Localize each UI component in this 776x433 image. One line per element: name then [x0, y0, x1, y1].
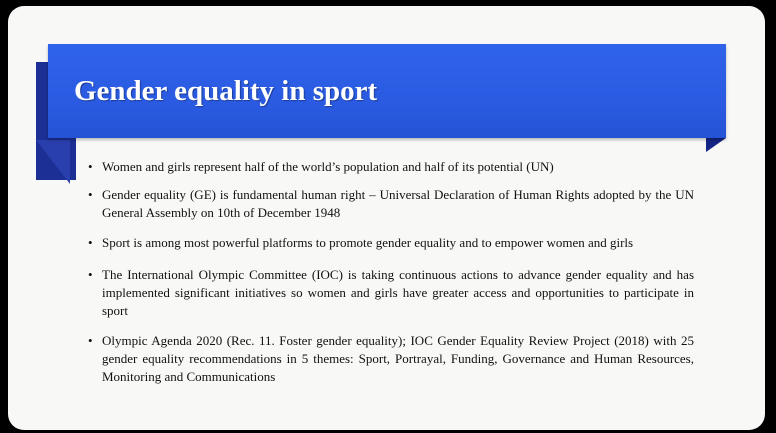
bullet-text: Gender equality (GE) is fundamental human right – Universal Declaration of Human Rights adopted by the UN General Assembly on 10th of December 1948: [102, 187, 694, 220]
bullet-text: Olympic Agenda 2020 (Rec. 11. Foster gender equality); IOC Gender Equality Review Project (2018) with 25 gender equality recommendations in 5 themes: Sport, Portrayal, Funding, Governance and Human Resources, Monitoring and Communications: [102, 333, 694, 384]
title-band-fold-left: [36, 140, 70, 184]
bullet-icon: •: [88, 333, 93, 348]
bullet-text: Sport is among most powerful platforms to promote gender equality and to empower women and girls: [102, 235, 634, 250]
presentation-slide: [8, 6, 765, 430]
bullet-icon: •: [88, 159, 93, 174]
bullet-icon: •: [88, 187, 93, 202]
title-band-fold-right: [706, 138, 726, 152]
bullet-text: Women and girls represent half of the world’s population and half of its potential (UN): [102, 159, 554, 174]
bullet-icon: •: [88, 267, 93, 282]
bullet-item: [88, 186, 694, 222]
bullet-list: [88, 158, 694, 396]
bullet-item: [88, 332, 694, 386]
slide-title: Gender equality in sport: [74, 75, 378, 107]
bullet-item: [88, 234, 694, 252]
bullet-icon: •: [88, 235, 93, 250]
bullet-text: The International Olympic Committee (IOC) is taking continuous actions to advance gender equality and has implemented significant initiatives so women and girls have greater access and opportunities to participate in sport: [102, 267, 694, 318]
bullet-item: [88, 158, 694, 176]
bullet-item: [88, 266, 694, 320]
